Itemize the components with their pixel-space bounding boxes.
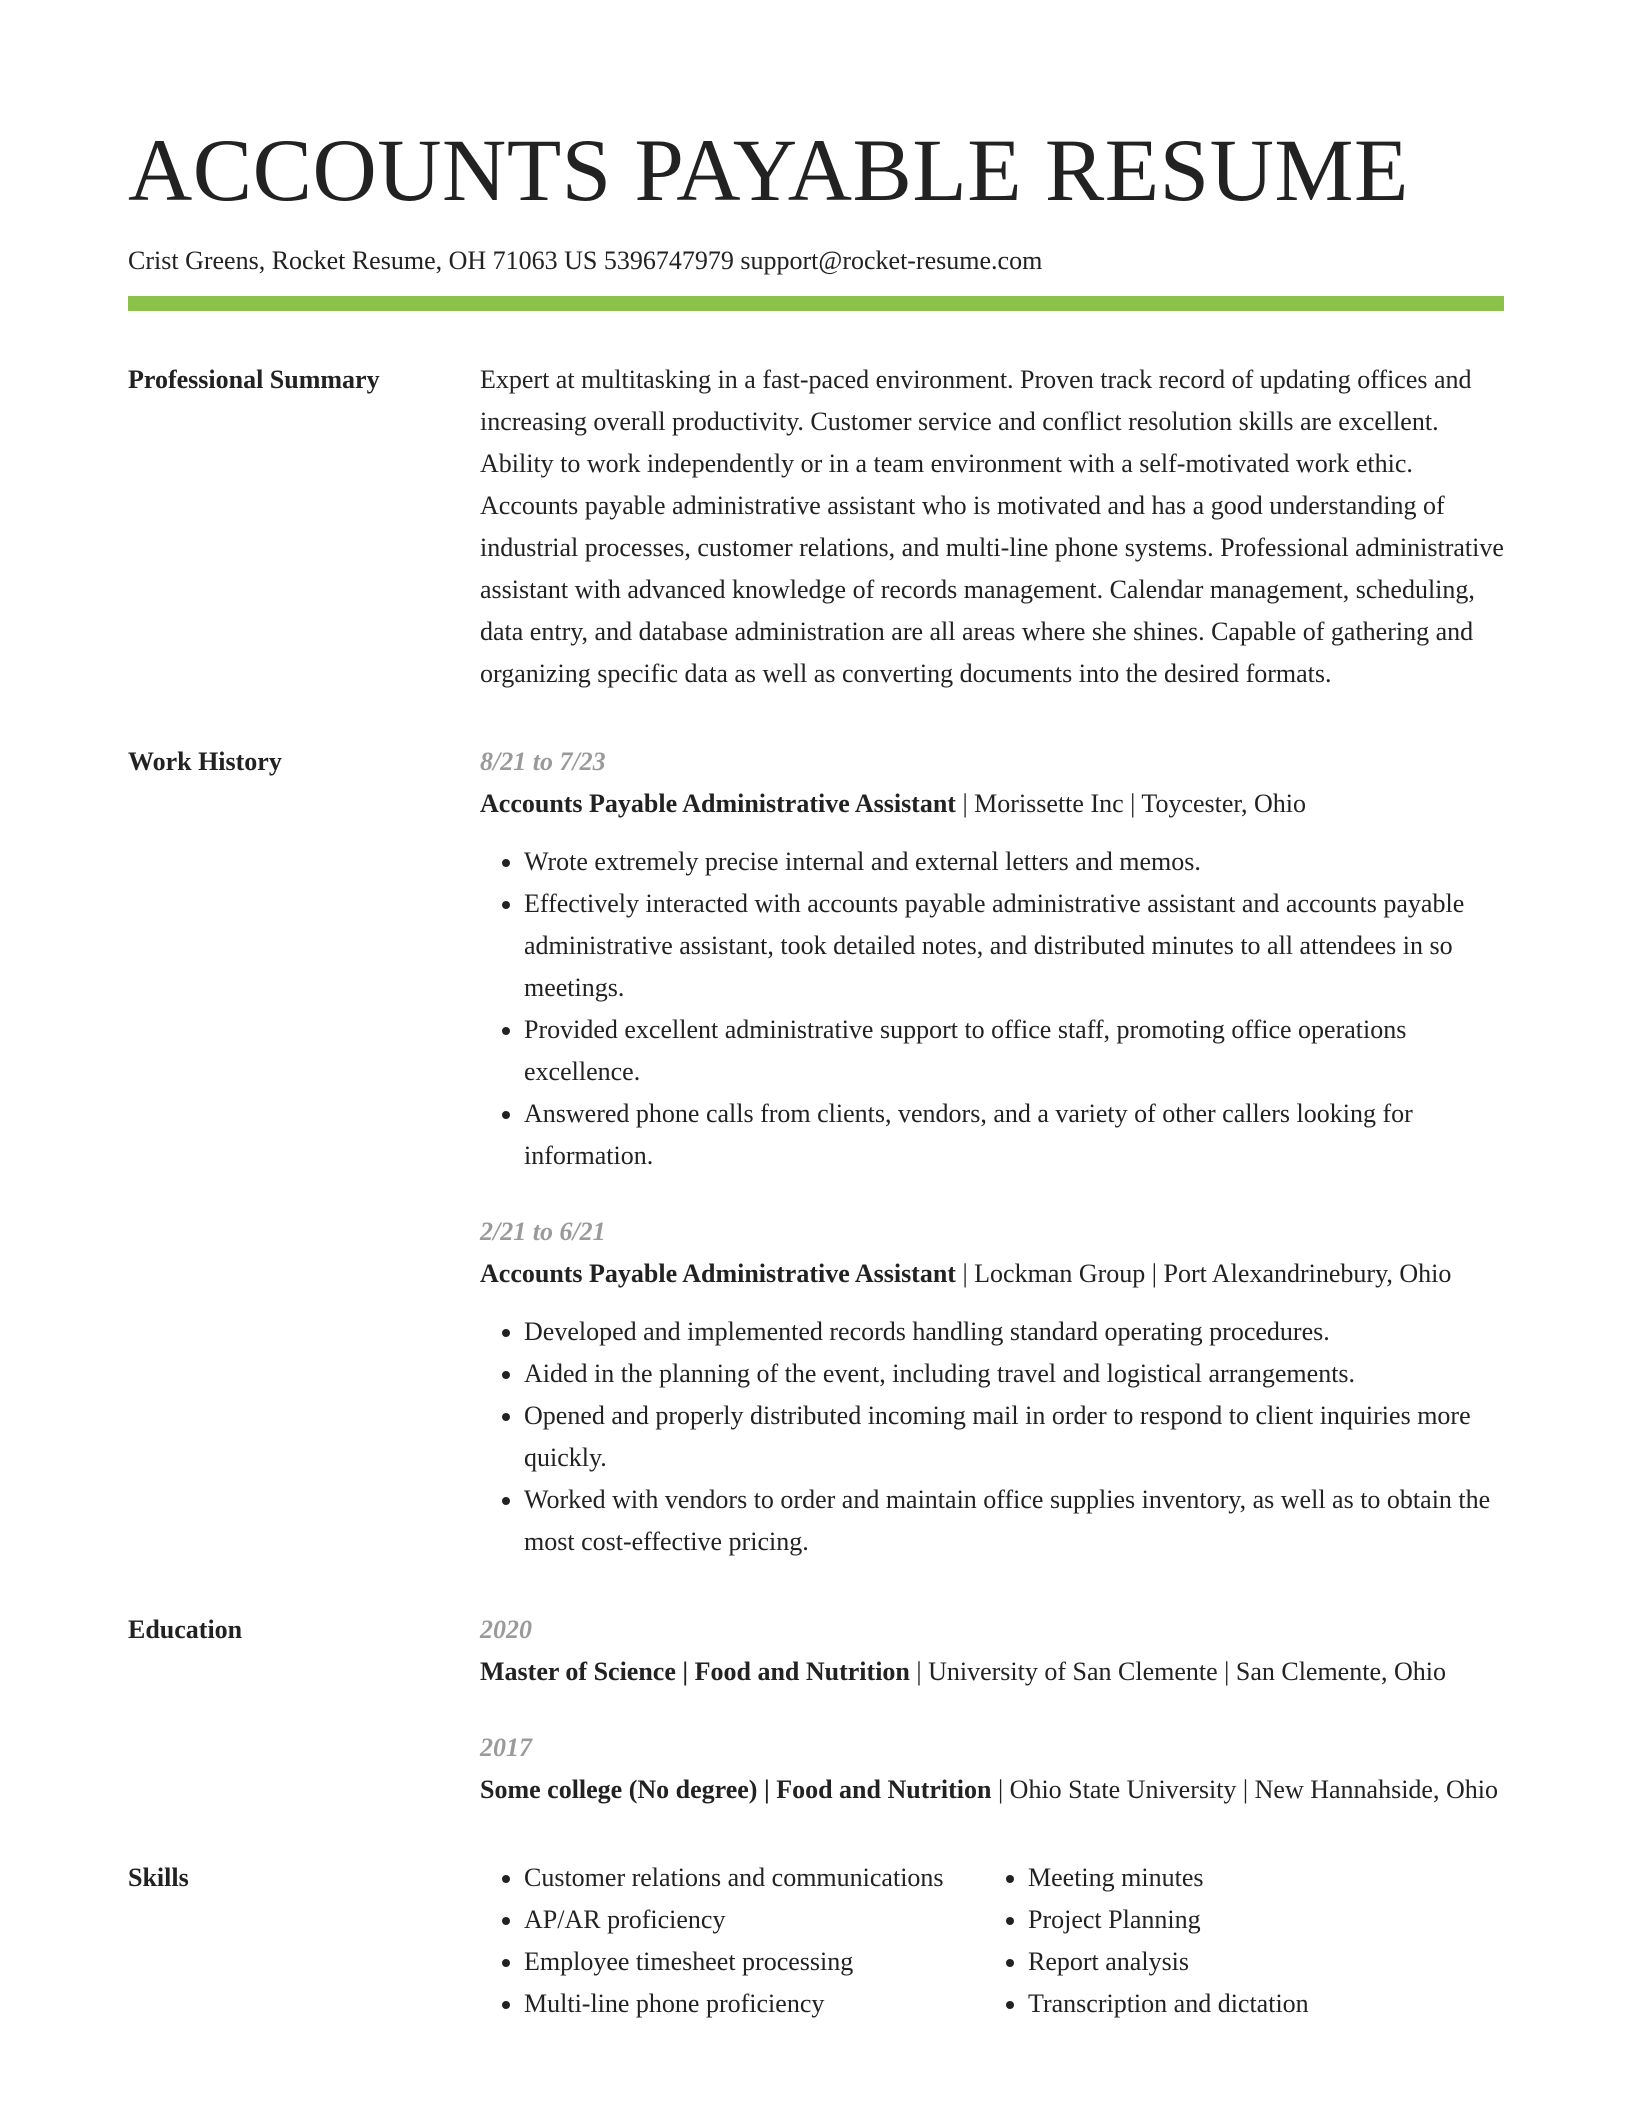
skill-item: • Multi-line phone proficiency (524, 1983, 984, 2025)
job-details: | Lockman Group | Port Alexandrinebury, Ohio (955, 1259, 1452, 1288)
education-section (128, 1609, 1504, 1811)
skills-section (128, 1857, 1504, 2025)
job-bullets (480, 841, 1504, 1177)
section-label-summary: Professional Summary (128, 365, 380, 394)
job-dates: 8/21 to 7/23 (480, 747, 606, 776)
job-bullet: • Answered phone calls from clients, vendors, and a variety of other callers looking for information. (524, 1093, 1504, 1177)
resume-title: ACCOUNTS PAYABLE RESUME (128, 122, 1409, 220)
accent-divider (128, 296, 1504, 311)
summary-section (128, 359, 1504, 695)
job-title: Accounts Payable Administrative Assistant (480, 789, 956, 818)
education-year: 2017 (480, 1733, 532, 1762)
job-entry (480, 741, 1504, 1177)
skill-item: • Transcription and dictation (1028, 1983, 1504, 2025)
skill-item: • Project Planning (1028, 1899, 1504, 1941)
skill-item: • AP/AR proficiency (524, 1899, 984, 1941)
education-degree: Some college (No degree) | Food and Nutrition (480, 1775, 992, 1804)
job-bullet: • Wrote extremely precise internal and external letters and memos. (524, 841, 1504, 883)
skills-column (984, 1857, 1504, 2025)
section-label-skills: Skills (128, 1863, 189, 1892)
job-bullet: • Worked with vendors to order and maintain office supplies inventory, as well as to obtain the most cost-effective pricing. (524, 1479, 1504, 1563)
summary-text: Expert at multitasking in a fast-paced environment. Proven track record of updating offices and increasing overall productivity. Customer service and conflict resolution skills are excellent. Ability to work independently or in a team environment with a self-motivated work ethic. Accounts payable administrative assistant who is motivated and has a good understanding of industrial processes, customer relations, and multi-line phone systems. Professional administrative assistant with advanced knowledge of records management. Calendar management, scheduling, data entry, and database administration are all areas where she shines. Capable of gathering and organizing specific data as well as converting documents into the desired formats. (480, 365, 1504, 688)
education-entry (480, 1609, 1504, 1693)
education-entry (480, 1727, 1504, 1811)
job-bullet: • Opened and properly distributed incoming mail in order to respond to client inquiries more quickly. (524, 1395, 1504, 1479)
section-label-education: Education (128, 1615, 243, 1644)
job-entry (480, 1211, 1504, 1563)
contact-line: Crist Greens, Rocket Resume, OH 71063 US 5396747979 support@rocket-resume.com (128, 246, 1043, 275)
job-bullet: • Provided excellent administrative support to office staff, promoting office operations excellence. (524, 1009, 1504, 1093)
education-heading (480, 1769, 1504, 1811)
skill-item: • Report analysis (1028, 1941, 1504, 1983)
job-heading (480, 783, 1504, 825)
job-bullet: • Aided in the planning of the event, including travel and logistical arrangements. (524, 1353, 1504, 1395)
skills-grid (480, 1857, 1504, 2025)
job-bullet: • Effectively interacted with accounts payable administrative assistant and accounts payable administrative assistant, took detailed notes, and distributed minutes to all attendees in so meetings. (524, 883, 1504, 1009)
resume-page (128, 0, 1504, 2025)
skill-item: • Meeting minutes (1028, 1857, 1504, 1899)
skill-item: • Customer relations and communications (524, 1857, 984, 1899)
education-details: | University of San Clemente | San Clemente, Ohio (909, 1657, 1446, 1686)
skill-item: • Employee timesheet processing (524, 1941, 984, 1983)
job-dates: 2/21 to 6/21 (480, 1217, 606, 1246)
education-degree: Master of Science | Food and Nutrition (480, 1657, 910, 1686)
section-label-work-history: Work History (128, 747, 282, 776)
skills-column (480, 1857, 984, 2025)
education-year: 2020 (480, 1615, 532, 1644)
job-heading (480, 1253, 1504, 1295)
job-title: Accounts Payable Administrative Assistant (480, 1259, 956, 1288)
job-bullets (480, 1311, 1504, 1563)
work-history-section (128, 741, 1504, 1563)
job-details: | Morissette Inc | Toycester, Ohio (955, 789, 1307, 818)
education-details: | Ohio State University | New Hannahside, Ohio (991, 1775, 1498, 1804)
education-heading (480, 1651, 1504, 1693)
job-bullet: • Developed and implemented records handling standard operating procedures. (524, 1311, 1504, 1353)
